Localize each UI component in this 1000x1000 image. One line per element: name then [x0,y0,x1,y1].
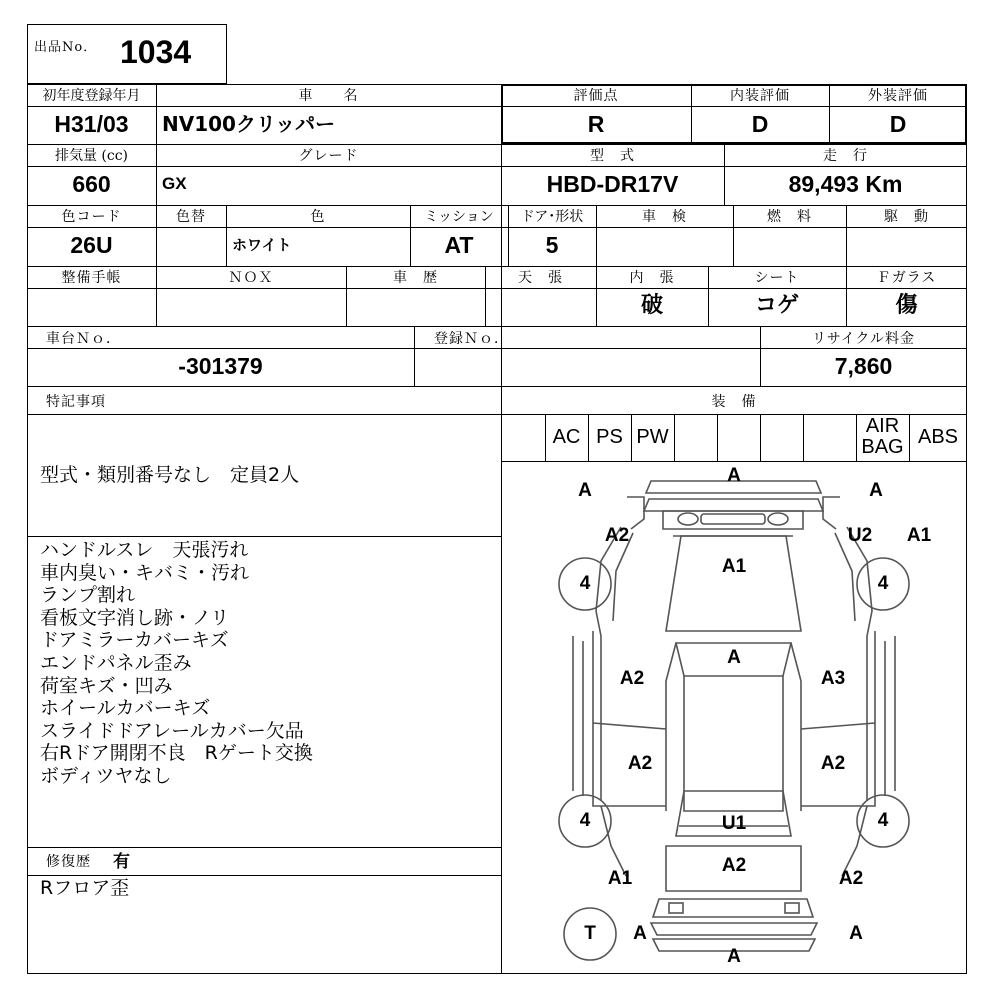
drive-label: 駆 動 [884,209,929,225]
model-label: 型 式 [590,148,635,164]
interior-value: D [751,111,769,137]
score-label: 評価点 [573,88,619,104]
inner-value: 破 [640,293,663,318]
list-item: 右Rドア開閉不良 Rゲート交換 [40,742,313,765]
roof-label: 天 張 [518,270,563,286]
door-value: 5 [545,232,559,258]
list-item: ハンドルスレ 天張汚れ [40,539,249,561]
mark-front-left: A [578,480,592,501]
first-reg-label: 初年度登録年月 [42,88,141,104]
mark-tire-fr: 4 [877,573,889,594]
list-item: スライドドアレールカバー欠品 [40,719,304,742]
equipment-label: 装 備 [711,394,757,410]
score-value: R [587,111,605,137]
grade-label: グレード [298,148,359,164]
interior-label: 内装評価 [730,88,790,104]
repair-value: 有 [113,852,130,872]
equipment-airbag-top: AIR [865,415,900,437]
equipment-airbag-bottom: BAG [861,436,904,458]
exterior-value: D [889,111,907,137]
seat-value: コゲ [754,293,799,318]
seat-label: シート [754,270,800,286]
mark-spare-tire: T [584,923,596,944]
mark-right-rear-quarter: A2 [838,868,864,889]
reg-no-label: 登録Ｎｏ． [434,331,509,347]
mark-front-bumper: A [727,465,741,486]
color-code-value: 26U [70,232,113,258]
mark-rear-glass: U1 [721,813,747,834]
mark-left-front-fender: A2 [604,525,630,546]
displacement-label: 排気量 (cc) [54,148,129,164]
mark-rear-bumper: A [727,946,741,967]
equipment-pw: PW [636,426,669,448]
equipment-ac: AC [552,426,581,448]
mileage-value: 89,493 Km [788,171,903,197]
color-code-label: 色コード [61,209,122,225]
grade-value: GX [162,174,187,193]
recycle-value: 7,860 [834,353,893,379]
mark-left-rear-quarter: A1 [607,868,633,889]
mark-rear-right: A [849,923,863,944]
list-item: ドアミラーカバーキズ [40,629,229,652]
mark-hood: A1 [721,556,747,577]
car-name-value: NV100クリッパー [162,112,336,136]
remarks-line1: 型式・類別番号なし 定員2人 [40,464,300,486]
mark-right-rear-door: A2 [820,753,846,774]
mark-rear-left: A [633,923,647,944]
list-item: ホイールカバーキズ [40,697,211,720]
mark-left-rear-door: A2 [627,753,653,774]
mark-roof: A [727,647,741,668]
list-item: ボディツヤなし [40,765,172,787]
list-item: 看板文字消し跡・ノリ [40,606,230,629]
color-label: 色 [310,209,326,225]
color-value: ホワイト [232,236,292,254]
equipment-ps: PS [596,426,623,448]
list-item: エンドパネル歪み [40,652,192,674]
model-value: HBD-DR17V [546,171,679,197]
mark-right-front-corner: A1 [906,525,932,546]
mark-left-front-door: A2 [619,668,645,689]
repair-label: 修復歴 [46,854,91,870]
mission-label: ミッション [424,209,494,225]
equipment-abs: ABS [917,426,959,448]
inner-label: 内 張 [629,270,675,286]
color-change-label: 色替 [176,209,206,225]
inspection-label: 車 検 [642,209,687,225]
mark-tire-fl: 4 [579,573,591,594]
mark-back-door: A2 [721,855,747,876]
mileage-label: 走 行 [823,148,868,164]
chassis-label: 車台Ｎｏ． [46,331,121,347]
mark-tire-rr: 4 [877,810,889,831]
nox-label: ＮＯＸ [228,270,274,286]
glass-value: 傷 [895,293,918,318]
recycle-label: リサイクル料金 [811,331,916,347]
remarks-label: 特記事項 [46,394,106,410]
history-label: 車 歴 [393,270,438,286]
lot-label: 出品No． [34,40,98,55]
list-item: 車内臭い・キバミ・汚れ [40,561,250,584]
lot-number: 1034 [120,34,192,70]
exterior-label: 外装評価 [868,88,928,104]
displacement-value: 660 [72,171,111,197]
door-label: ドア･形状 [520,209,584,225]
mark-right-front-door: A3 [820,668,846,689]
mark-tire-rl: 4 [579,810,591,831]
mission-value: AT [444,232,474,258]
car-name-label: 車 名 [298,88,359,104]
fuel-label: 燃 料 [767,209,812,225]
first-reg-value: H31/03 [54,111,129,137]
manual-label: 整備手帳 [61,270,122,286]
glass-label: Ｆガラス [876,270,937,286]
chassis-value: -301379 [178,353,263,379]
list-item: 荷室キズ・凹み [40,674,173,697]
list-item: ランプ割れ [40,584,136,607]
mark-right-front-fender: U2 [847,525,873,546]
repair-detail: Rフロア歪 [40,877,130,899]
mark-front-right: A [869,480,883,501]
